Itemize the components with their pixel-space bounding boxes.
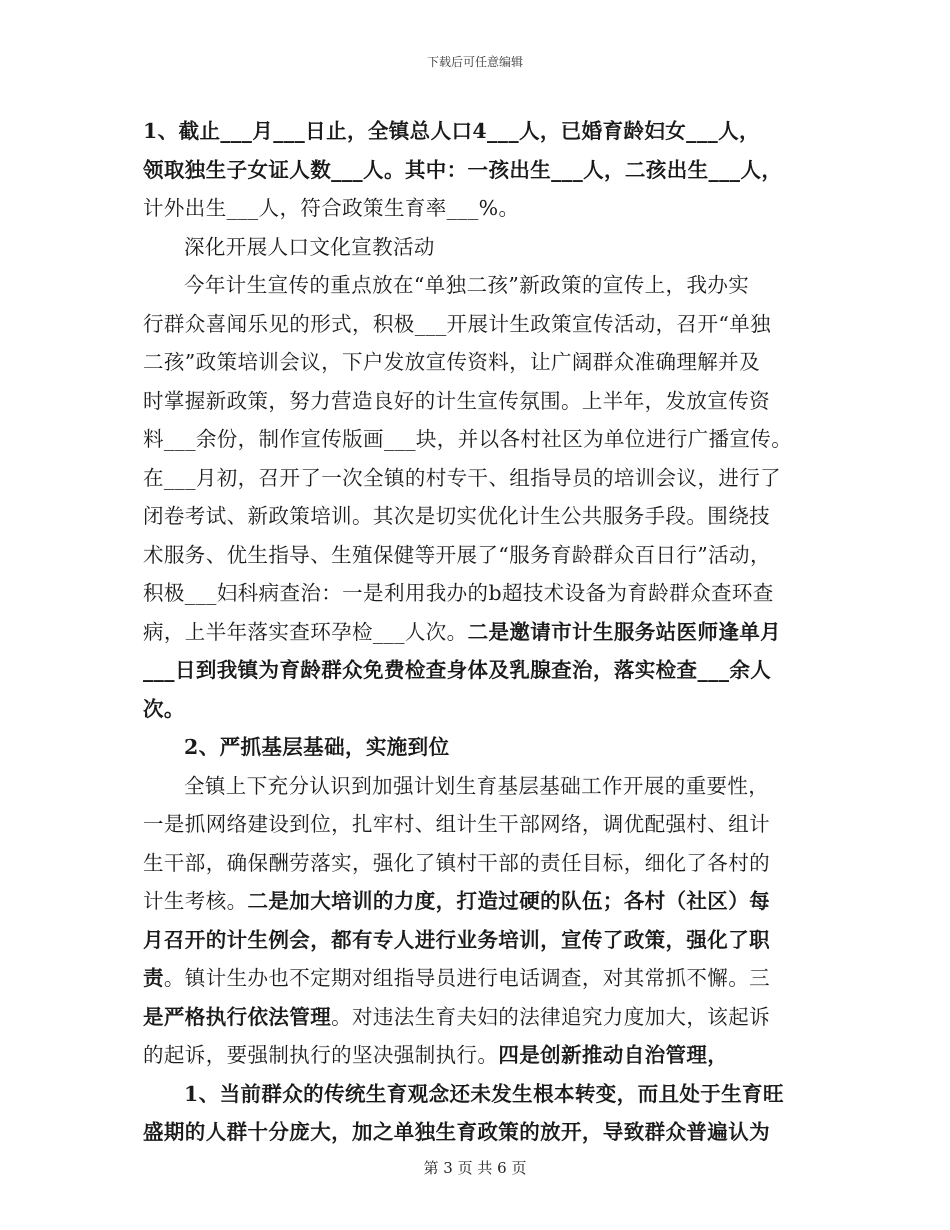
document-body: [143, 112, 823, 1152]
paragraph-line: 责 。镇计生办也不定期对组指导员进行电话调查，对其常抓不懈。三: [143, 966, 771, 990]
paragraph-line: 积极___妇科病查治：一是利用我办的b超技术设备为育龄群众查环查: [143, 581, 774, 605]
paragraph-line: 二孩”政策培训会议，下户发放宣传资料，让广阔群众准确理解并及: [143, 350, 760, 374]
page-header: 下载后可任意编辑: [426, 55, 523, 69]
section-heading: 深化开展人口文化宣教活动: [184, 234, 435, 259]
paragraph-line: 闭卷考试、新政策培训。其次是切实优化计生公共服务手段。围绕技: [143, 504, 770, 528]
paragraph-line: 全镇上下充分认识到加强计划生育基层基础工作开展的重要性，: [184, 773, 770, 798]
paragraph-line: 术服务、优生指导、生殖保健等开展了“服务育龄群众百日行”活动，: [143, 542, 771, 567]
paragraph-line: 一是抓网络建设到位，扎牢村、组计生干部网络，调优配强村、组计: [143, 812, 770, 836]
paragraph-line: 计生考核。 二是加大培训的力度，打造过硬的队伍；各村（社区）每: [143, 889, 770, 913]
paragraph-line: 今年计生宣传的重点放在“单独二孩”新政策的宣传上，我办实: [184, 273, 750, 297]
paragraph-line: 病，上半年落实查环孕检___人次。 二是邀请市计生服务站医师逢单月: [143, 619, 782, 644]
paragraph-line: 生干部，确保酬劳落实，强化了镇村干部的责任目标，细化了各村的: [143, 850, 770, 875]
paragraph-line: 行群众喜闻乐见的形式，积极___开展计生政策宣传活动，召开“单独: [143, 311, 772, 336]
paragraph-line: ___日到我镇为育龄群众免费检查身体及乳腺查治，落实检查___余人: [143, 658, 772, 682]
paragraph-line: 是严格执行依法管理 。对违法生育夫妇的法律追究力度加大，该起诉: [143, 1004, 771, 1029]
paragraph-line: 时掌握新政策，努力营造良好的计生宣传氛围。上半年，发放宣传资: [143, 388, 770, 413]
paragraph-line: 领取独生子女证人数___人。其中：一孩出生___人，二孩出生___人，: [143, 157, 783, 182]
page-footer: 第 3 页 共 6 页: [423, 1159, 527, 1177]
paragraph-line: 1、当前群众的传统生育观念还未发生根本转变，而且处于生育旺: [184, 1081, 784, 1106]
paragraph-line: 在___月初，召开了一次全镇的村专干、组指导员的培训会议，进行了: [143, 465, 782, 490]
section-heading: 2、严抓基层基础，实施到位: [184, 735, 450, 759]
paragraph-line: 计外出生___人，符合政策生育率___%。: [143, 196, 520, 220]
paragraph-line: 盛期的人群十分庞大，加之单独生育政策的放开，导致群众普遍认为: [143, 1120, 770, 1144]
paragraph-line: 次。: [143, 696, 185, 721]
paragraph-line: 月召开的计生例会，都有专人进行业务培训，宣传了政策，强化了职: [143, 927, 770, 952]
paragraph-line: 的起诉，要强制执行的坚决强制执行。 四是创新推动自治管理，: [143, 1043, 729, 1067]
paragraph-line: 1、截止___月___日止，全镇总人口4___人，已婚育龄妇女___人，: [143, 119, 760, 143]
paragraph-line: 料___余份，制作宣传版画___块，并以各村社区为单位进行广播宣传。: [143, 427, 793, 451]
